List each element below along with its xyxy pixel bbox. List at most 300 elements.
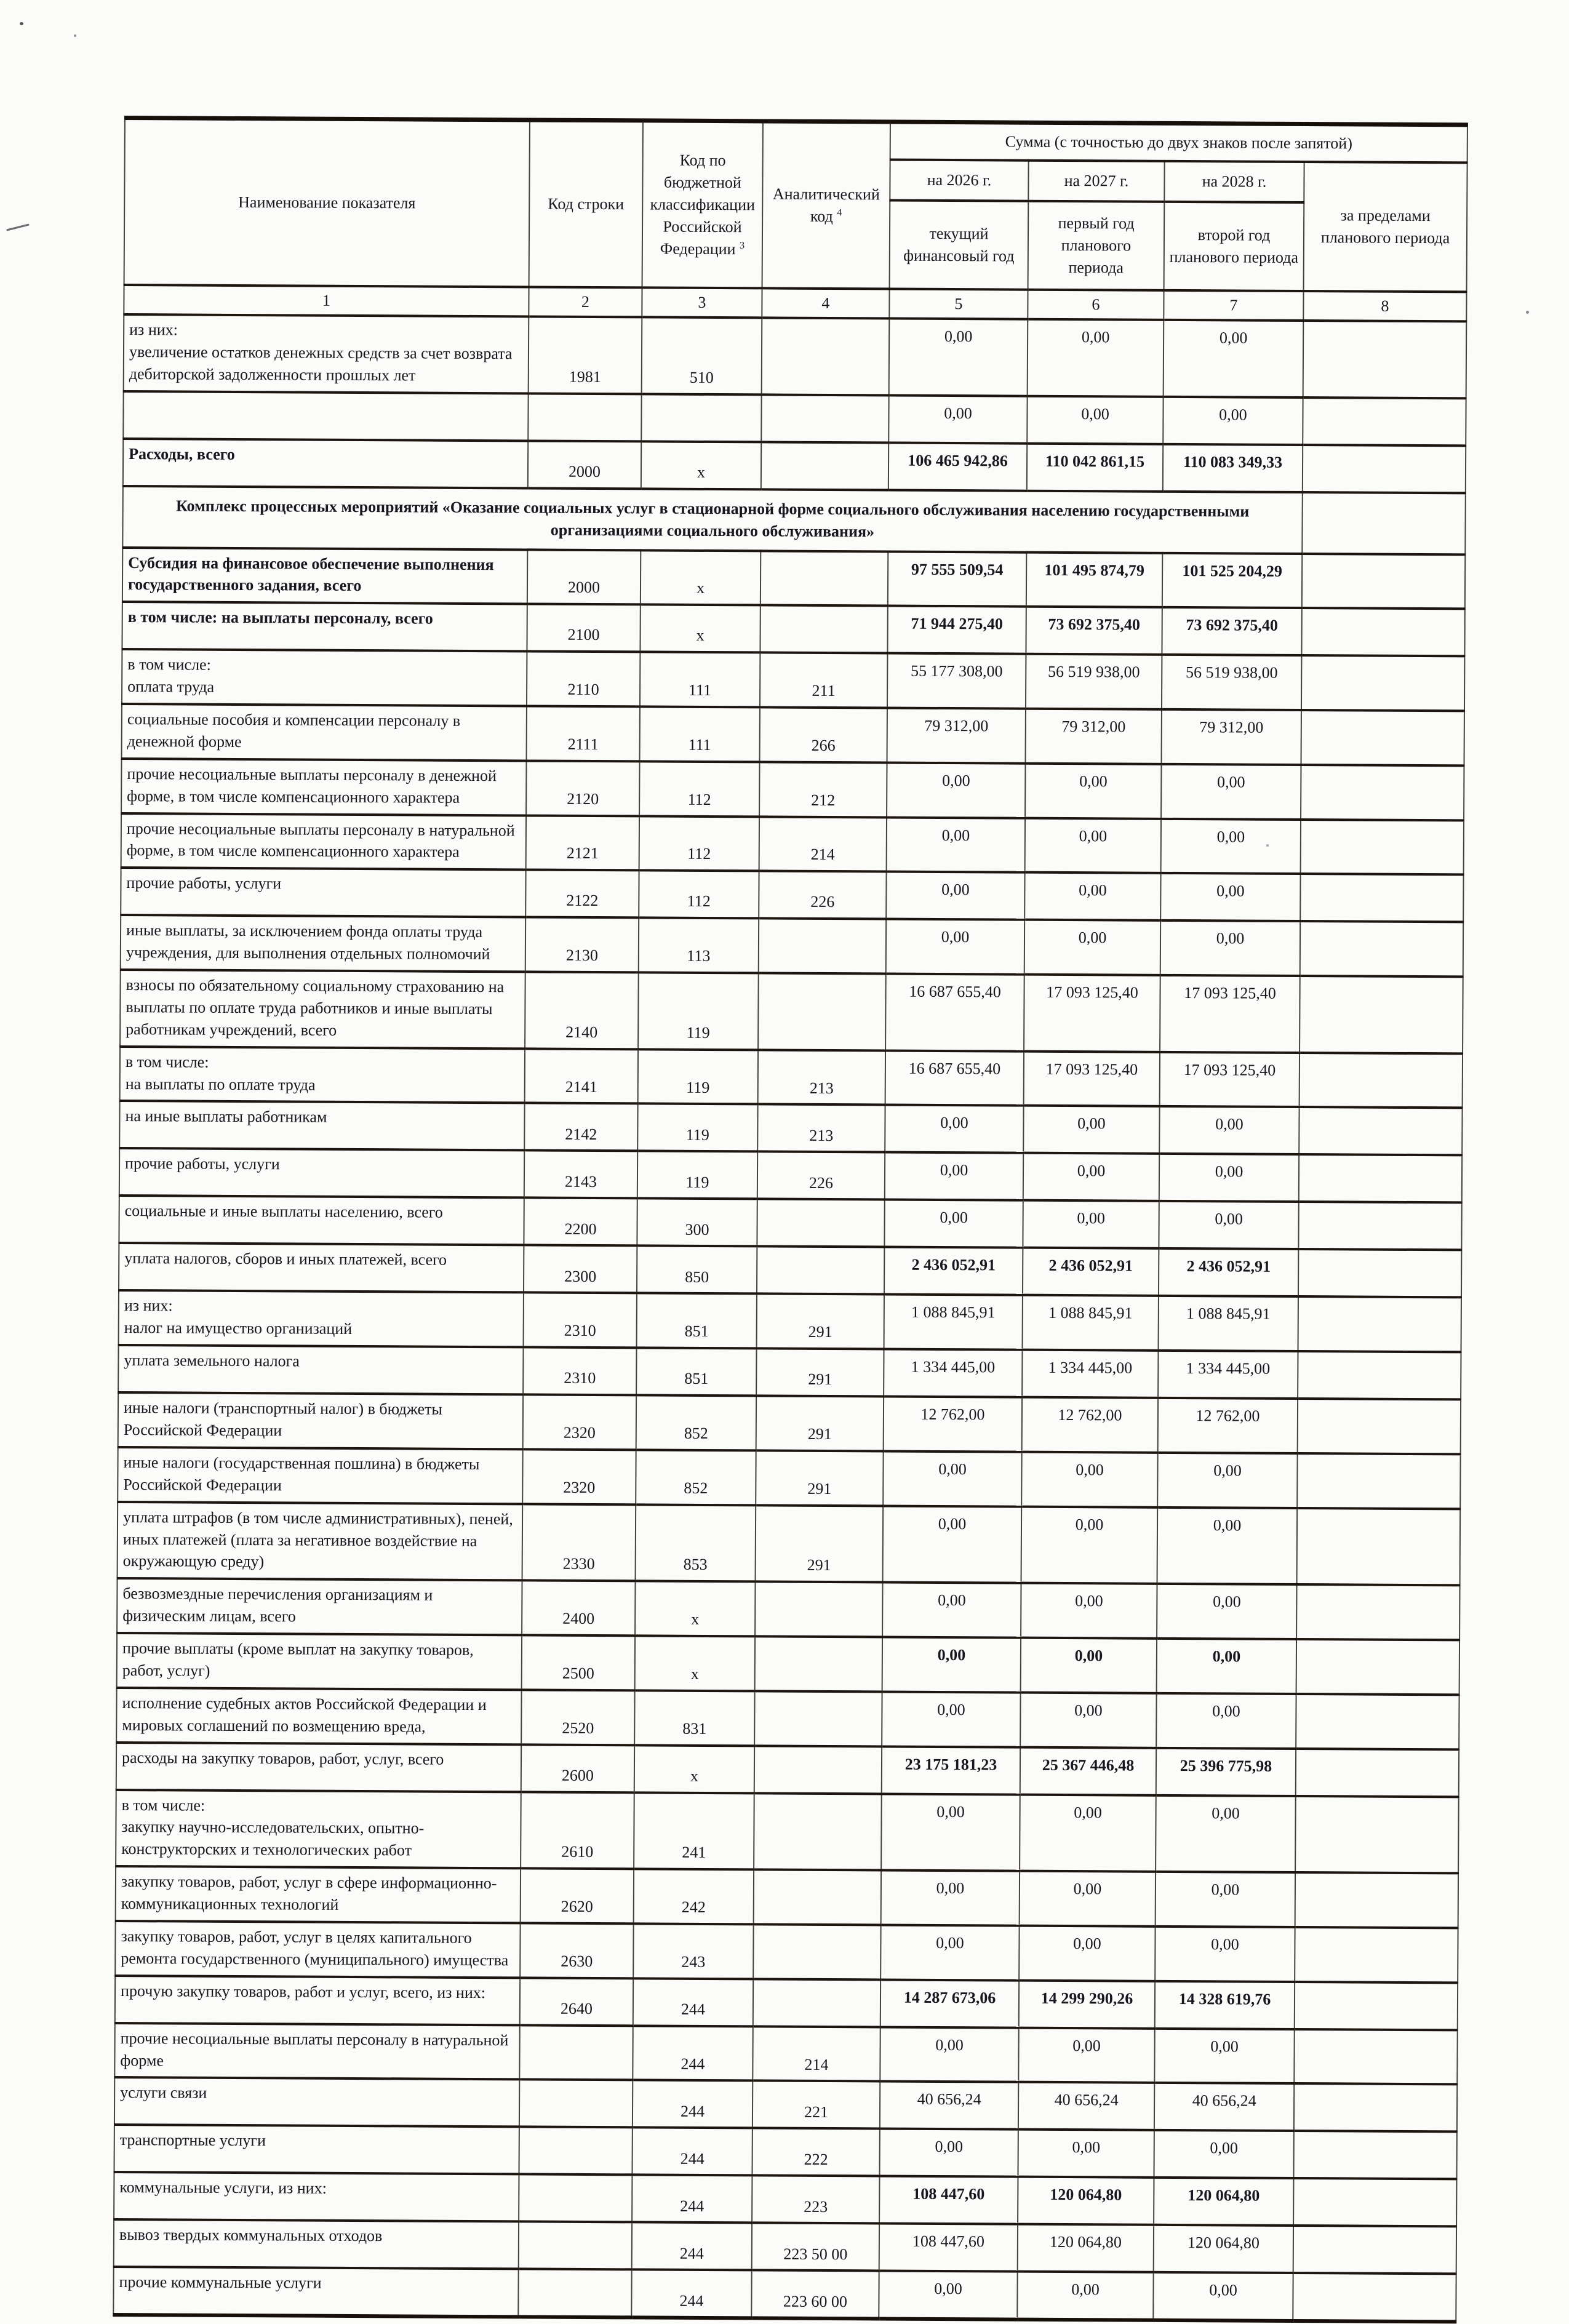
indicator-row [114, 2219, 1456, 2274]
value-2027-cell: 0,00 [1021, 1506, 1158, 1584]
indicator-row [119, 1243, 1461, 1297]
value-2027-cell: 120 064,80 [1018, 2177, 1154, 2225]
indicator-row [119, 1101, 1462, 1155]
analytic-code-cell: 291 [756, 1450, 883, 1506]
beyond-period-cell [1296, 1694, 1459, 1749]
indicator-name-cell: прочую закупку товаров, работ и услуг, всего, из них: [115, 1976, 520, 2025]
value-2027-cell: 0,00 [1023, 1200, 1159, 1248]
value-2026-cell: 0,00 [880, 2027, 1018, 2082]
analytic-code-cell [759, 919, 886, 974]
value-2027-cell: 110 042 861,15 [1027, 443, 1163, 491]
value-2027-cell: 12 762,00 [1022, 1397, 1158, 1453]
value-2026-cell: 0,00 [883, 1506, 1022, 1583]
analytic-code-cell: 213 [757, 1104, 885, 1152]
value-2026-cell: 0,00 [884, 1200, 1023, 1248]
line-code-cell [519, 2080, 633, 2128]
indicator-name-cell: прочие несоциальные выплаты персоналу в денежной форме, в том числе компенсационного характера [121, 759, 526, 815]
beyond-period-cell [1293, 2178, 1456, 2226]
value-2027-cell: 0,00 [1019, 1926, 1155, 1981]
line-code-cell: 2140 [525, 972, 639, 1049]
col-header-year-2028: на 2028 г. [1164, 161, 1304, 202]
col-header-beyond-period: за пределами планового периода [1304, 162, 1467, 292]
value-2028-cell: 1 088 845,91 [1159, 1296, 1298, 1351]
value-2026-cell: 0,00 [882, 1691, 1020, 1747]
indicator-row [119, 1148, 1462, 1202]
kbk-code-cell: 111 [640, 652, 760, 708]
value-2028-cell: 73 692 375,40 [1162, 607, 1301, 655]
line-code-cell: 2310 [523, 1348, 636, 1396]
indicator-name-cell: иные налоги (транспортный налог) в бюджеты Российской Федерации [118, 1392, 523, 1449]
beyond-period-cell [1298, 1249, 1461, 1297]
indicator-name-cell: прочие несоциальные выплаты персоналу в натуральной форме, в том числе компенсационного характера [121, 813, 526, 869]
line-code-cell: 2120 [526, 761, 639, 816]
analytic-code-cell [754, 1691, 882, 1746]
beyond-period-cell [1298, 1399, 1461, 1454]
line-code-cell: 2320 [522, 1449, 636, 1504]
indicator-name-cell: уплата налогов, сборов и иных платежей, всего [119, 1243, 524, 1292]
value-2026-cell: 14 287 673,06 [880, 1979, 1019, 2027]
indicator-row [115, 1921, 1458, 1983]
indicator-row [121, 759, 1464, 820]
indicator-row [114, 2125, 1456, 2179]
value-2028-cell: 0,00 [1159, 1106, 1299, 1154]
beyond-period-cell [1303, 321, 1467, 398]
value-2026-cell: 0,00 [879, 2129, 1018, 2177]
indicator-name-cell: Субсидия на финансовое обеспечение выполнения государственного задания, всего [122, 547, 527, 604]
indicator-name-cell: прочие коммунальные услуги [113, 2267, 518, 2317]
indicator-name-cell: из них: налог на имущество организаций [119, 1290, 524, 1347]
value-2026-cell: 79 312,00 [887, 708, 1026, 764]
beyond-period-cell [1293, 2131, 1456, 2179]
value-2028-cell: 40 656,24 [1154, 2083, 1294, 2131]
beyond-period-cell [1299, 1107, 1462, 1155]
kbk-code-cell: 852 [636, 1396, 756, 1451]
value-2027-cell: 2 436 052,91 [1023, 1248, 1159, 1296]
analytic-code-cell [754, 1870, 881, 1925]
analytic-footnote-marker: 4 [837, 207, 842, 218]
analytic-code-cell [755, 1582, 882, 1637]
line-code-cell: 2400 [522, 1581, 635, 1636]
kbk-code-cell: x [635, 1635, 755, 1691]
value-2028-cell: 0,00 [1156, 1693, 1296, 1749]
value-2026-cell: 0,00 [888, 395, 1027, 443]
value-2026-cell: 0,00 [885, 1152, 1023, 1200]
value-2027-cell: 17 093 125,40 [1024, 1051, 1160, 1106]
value-2028-cell: 0,00 [1154, 2028, 1294, 2083]
value-2026-cell: 2 436 052,91 [884, 1247, 1023, 1295]
value-2026-cell: 16 687 655,40 [885, 1050, 1024, 1106]
value-2028-cell: 2 436 052,91 [1159, 1248, 1298, 1296]
value-2026-cell: 0,00 [881, 1871, 1020, 1926]
indicator-row [122, 704, 1464, 765]
indicator-row [114, 2023, 1457, 2085]
indicator-row [121, 915, 1463, 976]
indicator-row [116, 1742, 1459, 1796]
analytic-code-cell: 291 [757, 1294, 884, 1349]
col-number-7: 7 [1164, 290, 1303, 321]
indicator-row [118, 1502, 1461, 1586]
value-2027-cell: 0,00 [1021, 1638, 1157, 1693]
beyond-period-cell [1301, 710, 1464, 765]
section-header-cell: Комплекс процессных мероприятий «Оказание социальных услуг в стационарной форме социального обслуживания населению государственными организациями социального обслуживания» [122, 485, 1302, 553]
value-2027-cell: 1 334 445,00 [1022, 1350, 1158, 1398]
beyond-period-cell [1296, 1749, 1459, 1797]
indicator-row [119, 1196, 1461, 1250]
value-2026-cell: 0,00 [886, 872, 1024, 920]
value-2026-cell: 108 447,60 [879, 2224, 1018, 2272]
indicator-row [122, 649, 1464, 711]
kbk-code-cell: 119 [637, 1151, 757, 1199]
col-number-5: 5 [889, 289, 1028, 319]
beyond-period-cell [1295, 1982, 1458, 2030]
value-2026-cell: 40 656,24 [880, 2082, 1018, 2130]
beyond-period-cell [1295, 1927, 1458, 1983]
line-code-cell: 2122 [525, 870, 639, 918]
value-2028-cell: 17 093 125,40 [1160, 975, 1300, 1053]
line-code-cell [519, 2222, 632, 2270]
beyond-period-cell [1300, 1053, 1463, 1108]
value-2028-cell: 0,00 [1155, 1927, 1295, 1982]
beyond-period-cell [1303, 445, 1466, 493]
beyond-period-cell [1301, 608, 1464, 656]
value-2027-cell: 0,00 [1018, 2027, 1154, 2083]
value-2028-cell: 14 328 619,76 [1155, 1981, 1295, 2029]
line-code-cell: 2520 [521, 1690, 634, 1745]
line-code-cell [519, 2127, 632, 2175]
indicator-name-cell: социальные и иные выплаты населению, всего [119, 1196, 524, 1245]
line-code-cell: 2330 [522, 1504, 636, 1581]
value-2026-cell: 23 175 181,23 [882, 1746, 1020, 1794]
kbk-code-cell: 242 [634, 1869, 754, 1925]
value-2026-cell: 0,00 [882, 1583, 1021, 1638]
value-2027-cell: 0,00 [1020, 1692, 1156, 1747]
col-header-year-2026: на 2026 г. [890, 160, 1028, 201]
line-code-cell: 2110 [527, 652, 640, 707]
line-code-cell: 2610 [521, 1792, 634, 1869]
beyond-period-cell [1297, 1453, 1460, 1509]
beyond-period-cell [1300, 874, 1463, 922]
analytic-code-cell [762, 317, 890, 395]
col-number-3: 3 [642, 287, 762, 317]
kbk-code-cell: 244 [633, 2026, 753, 2081]
value-2026-cell: 0,00 [883, 1451, 1021, 1506]
kbk-code-cell: x [641, 441, 761, 489]
col-number-4: 4 [762, 288, 889, 318]
indicator-name-cell: вывоз твердых коммунальных отходов [114, 2219, 519, 2269]
value-2028-cell: 0,00 [1159, 1154, 1299, 1202]
col-number-1: 1 [124, 285, 529, 316]
indicator-row [119, 1290, 1461, 1352]
value-2026-cell: 0,00 [879, 2271, 1017, 2320]
indicator-name-cell: транспортные услуги [114, 2125, 519, 2174]
col-header-analytic-label: Аналитический код [772, 185, 880, 226]
kbk-code-cell: 111 [640, 706, 760, 762]
value-2028-cell: 0,00 [1161, 818, 1301, 874]
kbk-code-cell: 119 [637, 1104, 757, 1152]
beyond-period-cell [1295, 1796, 1459, 1874]
value-2026-cell: 71 944 275,40 [887, 606, 1026, 654]
value-2026-cell: 0,00 [887, 762, 1025, 818]
value-2028-cell: 79 312,00 [1162, 709, 1301, 765]
value-2027-cell: 0,00 [1020, 1871, 1156, 1927]
value-2027-cell: 79 312,00 [1026, 709, 1162, 764]
kbk-code-cell: 244 [632, 2222, 752, 2270]
value-2028-cell: 0,00 [1160, 920, 1300, 976]
indicator-name-cell: взносы по обязательному социальному страхованию на выплаты по оплате труда работников и иные выплаты работникам учреждений, всего [120, 970, 525, 1048]
kbk-code-cell: 119 [638, 972, 759, 1050]
line-code-cell: 2142 [524, 1103, 637, 1151]
value-2028-cell: 0,00 [1159, 1201, 1298, 1249]
indicator-row [116, 1866, 1458, 1928]
line-code-cell: 1981 [529, 316, 642, 394]
indicator-name-cell: иные выплаты, за исключением фонда оплаты труда учреждения, для выполнения отдельных полномочий [121, 915, 525, 972]
analytic-code-cell [761, 551, 888, 606]
line-code-cell: 2620 [521, 1869, 634, 1924]
kbk-code-cell: 244 [633, 2080, 753, 2128]
analytic-code-cell: 223 [752, 2176, 879, 2224]
indicator-row [122, 602, 1464, 656]
col-header-year-2027: на 2027 г. [1028, 161, 1164, 202]
indicator-name-cell: социальные пособия и компенсации персоналу в денежной форме [122, 704, 527, 761]
value-2028-cell: 0,00 [1156, 1795, 1296, 1872]
col-header-sum: Сумма (с точностью до двух знаков после запятой) [890, 122, 1467, 162]
indicator-name-cell [123, 391, 528, 440]
kbk-code-cell [641, 394, 761, 442]
value-2027-cell: 101 495 874,79 [1026, 552, 1162, 607]
indicator-row [121, 813, 1464, 874]
indicator-row [118, 1345, 1461, 1399]
indicator-name-cell: расходы на закупку товаров, работ, услуг, всего [116, 1742, 521, 1791]
line-code-cell: 2121 [526, 815, 639, 871]
beyond-period-cell [1302, 554, 1465, 609]
header-row-1 [125, 118, 1467, 163]
value-2026-cell: 0,00 [889, 318, 1028, 396]
indicator-name-cell: на иные выплаты работникам [119, 1101, 524, 1150]
beyond-period-cell [1299, 1154, 1462, 1202]
value-2028-cell: 0,00 [1157, 1453, 1297, 1508]
indicator-row [115, 1976, 1458, 2030]
value-2028-cell: 0,00 [1161, 764, 1301, 820]
indicator-row [124, 314, 1467, 398]
col-number-2: 2 [529, 287, 642, 317]
value-2026-cell: 0,00 [887, 817, 1025, 872]
value-2026-cell: 108 447,60 [879, 2176, 1018, 2224]
scan-speck [20, 22, 23, 25]
analytic-code-cell [754, 1746, 882, 1794]
indicator-row [114, 2172, 1456, 2226]
analytic-code-cell: 213 [758, 1050, 885, 1105]
indicator-name-cell: уплата земельного налога [118, 1345, 523, 1394]
beyond-period-cell [1293, 2226, 1456, 2274]
value-2028-cell: 1 334 445,00 [1158, 1351, 1298, 1399]
value-2028-cell: 0,00 [1153, 2272, 1293, 2321]
indicator-name-cell: в том числе: закупку научно-исследовательских, опытно-конструкторских и технологических работ [116, 1789, 521, 1868]
value-2026-cell: 97 555 509,54 [888, 551, 1026, 607]
analytic-code-cell: 291 [756, 1349, 884, 1397]
col-subheader-2026: текущий финансовый год [890, 201, 1029, 290]
analytic-code-cell [755, 1636, 882, 1691]
col-header-kbk-label: Код по бюджетной классификации Российской Федерации [650, 151, 756, 258]
indicator-row [120, 1047, 1463, 1108]
value-2027-cell: 0,00 [1021, 1583, 1157, 1639]
line-code-cell [528, 393, 641, 441]
section-header-row [122, 485, 1466, 554]
line-code-cell: 2500 [522, 1635, 635, 1690]
indicator-row [123, 438, 1466, 492]
value-2028-cell: 12 762,00 [1158, 1398, 1298, 1453]
kbk-code-cell: 851 [637, 1293, 757, 1349]
kbk-code-cell: x [640, 605, 760, 653]
value-2027-cell: 0,00 [1027, 396, 1163, 444]
value-2027-cell: 40 656,24 [1018, 2082, 1154, 2130]
kbk-code-cell: 241 [634, 1792, 754, 1870]
value-2027-cell: 0,00 [1021, 1452, 1157, 1507]
value-2027-cell: 25 367 446,48 [1020, 1747, 1156, 1795]
scan-speck [1526, 311, 1529, 314]
value-2028-cell: 0,00 [1154, 2130, 1293, 2178]
value-2026-cell: 0,00 [881, 1794, 1020, 1871]
indicator-row [122, 547, 1465, 609]
value-2026-cell: 0,00 [882, 1637, 1021, 1692]
line-code-cell: 2000 [527, 549, 641, 605]
analytic-code-cell [758, 973, 886, 1050]
scan-speck [74, 34, 76, 37]
col-header-indicator-name: Наименование показателя [124, 118, 530, 287]
value-2027-cell: 0,00 [1025, 763, 1161, 818]
analytic-code-cell [760, 605, 887, 653]
analytic-code-cell: 226 [759, 871, 886, 919]
analytic-code-cell: 223 50 00 [752, 2223, 879, 2271]
value-2028-cell: 0,00 [1156, 1872, 1295, 1927]
value-2027-cell: 17 093 125,40 [1024, 975, 1160, 1052]
kbk-code-cell: 853 [636, 1504, 756, 1582]
indicator-name-cell: закупку товаров, работ, услуг в целях капитального ремонта государственного (муниципального) имущества [115, 1921, 520, 1978]
beyond-period-cell [1295, 1872, 1458, 1928]
kbk-code-cell: 831 [634, 1690, 754, 1746]
beyond-period-cell [1301, 765, 1464, 820]
col-header-kbk [642, 121, 763, 289]
kbk-code-cell: 119 [638, 1049, 758, 1104]
value-2027-cell: 0,00 [1025, 818, 1161, 873]
line-code-cell: 2630 [520, 1923, 633, 1978]
indicator-row [123, 391, 1466, 445]
analytic-code-cell: 214 [759, 817, 887, 872]
value-2027-cell: 0,00 [1028, 319, 1164, 397]
indicator-name-cell: в том числе: на выплаты персоналу, всего [122, 602, 527, 651]
indicator-name-cell: закупку товаров, работ, услуг в сфере информационно-коммуникационных технологий [116, 1866, 521, 1923]
beyond-period-cell [1296, 1584, 1459, 1640]
indicator-name-cell: исполнение судебных актов Российской Федерации и мировых соглашений по возмещению вреда, [116, 1688, 521, 1744]
value-2027-cell: 0,00 [1018, 2130, 1154, 2178]
beyond-period-cell [1294, 2029, 1457, 2085]
beyond-period-cell [1303, 397, 1466, 445]
value-2026-cell: 1 334 445,00 [884, 1349, 1022, 1397]
analytic-code-cell: 291 [756, 1396, 884, 1452]
indicator-row [120, 970, 1463, 1053]
analytic-code-cell [753, 1924, 880, 1979]
analytic-code-cell: 211 [760, 653, 887, 708]
kbk-code-cell: 113 [639, 918, 759, 973]
value-2027-cell: 120 064,80 [1018, 2224, 1154, 2272]
indicator-name-cell: в том числе: оплата труда [122, 649, 527, 706]
value-2028-cell: 110 083 349,33 [1163, 444, 1303, 492]
line-code-cell [519, 2025, 633, 2080]
kbk-code-cell: 850 [637, 1246, 757, 1294]
analytic-code-cell: 291 [756, 1505, 884, 1583]
col-number-6: 6 [1028, 290, 1164, 320]
line-code-cell: 2300 [524, 1245, 637, 1293]
value-2028-cell: 0,00 [1157, 1584, 1296, 1639]
analytic-code-cell [761, 394, 888, 442]
col-number-8: 8 [1303, 291, 1466, 321]
analytic-code-cell [753, 1979, 880, 2027]
analytic-code-cell: 223 60 00 [751, 2270, 879, 2319]
indicator-name-cell: иные налоги (государственная пошлина) в бюджеты Российской Федерации [118, 1447, 522, 1504]
indicator-name-cell: прочие работы, услуги [121, 868, 525, 917]
value-2027-cell: 0,00 [1024, 872, 1160, 920]
beyond-period-cell [1301, 820, 1464, 875]
kbk-code-cell: 244 [632, 2128, 752, 2176]
col-subheader-2028: второй год планового периода [1164, 202, 1304, 291]
indicator-row [114, 2077, 1457, 2131]
line-code-cell: 2310 [524, 1293, 637, 1348]
value-2028-cell: 101 525 204,29 [1162, 553, 1302, 608]
scan-mark [6, 223, 30, 231]
indicator-name-cell: безвозмездные перечисления организациям и физическим лицам, всего [117, 1578, 522, 1635]
value-2027-cell: 1 088 845,91 [1023, 1295, 1159, 1351]
indicator-row [118, 1447, 1460, 1509]
budget-table [113, 116, 1468, 2324]
value-2026-cell: 16 687 655,40 [885, 973, 1024, 1051]
indicator-row [116, 1688, 1459, 1749]
line-code-cell: 2143 [524, 1151, 637, 1199]
analytic-code-cell: 212 [759, 762, 887, 817]
indicator-name-cell: услуги связи [114, 2077, 519, 2126]
line-code-cell: 2130 [525, 917, 639, 973]
beyond-period-cell [1297, 1508, 1461, 1586]
indicator-name-cell: коммунальные услуги, из них: [114, 2172, 519, 2221]
beyond-period-cell [1300, 976, 1463, 1053]
beyond-period-cell [1294, 2083, 1457, 2131]
value-2027-cell: 73 692 375,40 [1026, 607, 1162, 655]
indicator-row [116, 1789, 1459, 1873]
value-2028-cell: 0,00 [1160, 873, 1300, 921]
line-code-cell: 2000 [528, 441, 641, 489]
analytic-code-cell [757, 1199, 884, 1247]
value-2026-cell: 1 088 845,91 [884, 1295, 1023, 1350]
value-2027-cell: 14 299 290,26 [1019, 1980, 1155, 2028]
beyond-period-cell [1298, 1202, 1461, 1250]
value-2027-cell: 56 519 938,00 [1026, 654, 1162, 709]
line-code-cell: 2100 [527, 604, 640, 652]
analytic-code-cell [754, 1793, 882, 1871]
kbk-code-cell: 300 [637, 1199, 757, 1247]
kbk-code-cell: 112 [639, 871, 759, 919]
line-code-cell [518, 2269, 631, 2318]
kbk-code-cell: 851 [636, 1348, 756, 1396]
indicator-row [121, 868, 1463, 922]
table-body [113, 314, 1466, 2322]
line-code-cell: 2600 [521, 1744, 634, 1792]
value-2028-cell: 56 519 938,00 [1162, 655, 1301, 710]
analytic-code-cell: 226 [757, 1152, 885, 1200]
indicator-name-cell: уплата штрафов (в том числе административных), пеней, иных платежей (плата за негативное воздействие на окружающую среду) [118, 1502, 523, 1581]
budget-table-wrap [113, 116, 1467, 2324]
analytic-code-cell [761, 442, 888, 490]
beyond-period-cell [1296, 1639, 1459, 1695]
col-subheader-2027: первый год планового периода [1028, 201, 1165, 290]
analytic-code-cell: 222 [752, 2128, 879, 2176]
